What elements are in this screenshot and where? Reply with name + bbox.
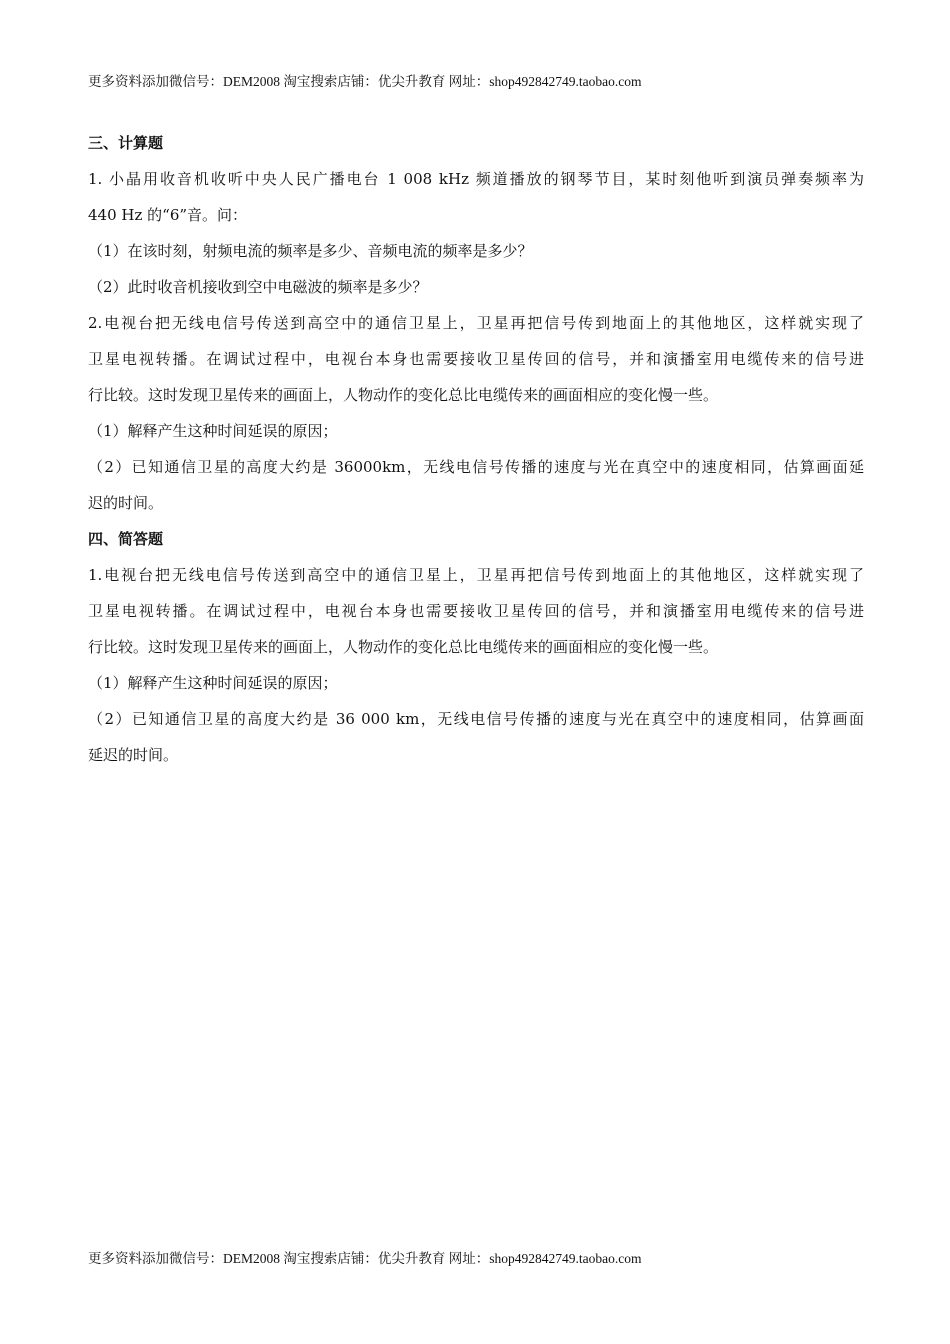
calc-q2-sub2-line1: （2）已知通信卫星的高度大约是 36000km，无线电信号传播的速度与光在真空中的速度相同，估算画面延 [88, 458, 864, 476]
short-q1-sub2-line1: （2）已知通信卫星的高度大约是 36 000 km，无线电信号传播的速度与光在真空中的速度相同，估算画面 [88, 710, 864, 728]
calc-q2-sub1: （1）解释产生这种时间延误的原因； [88, 422, 338, 440]
calc-q1-sub1: （1）在该时刻，射频电流的频率是多少、音频电流的频率是多少？ [88, 242, 533, 260]
page-header: 更多资料添加微信号：DEM2008 淘宝搜索店铺：优尖升教育 网址：shop492842749.taobao.com [88, 74, 642, 89]
document-body [88, 125, 864, 773]
short-q1-sub1: （1）解释产生这种时间延误的原因； [88, 674, 338, 692]
calc-q1-line2: 440 Hz 的“6”音。问： [88, 206, 248, 224]
short-q1-line3: 行比较。这时发现卫星传来的画面上，人物动作的变化总比电缆传来的画面相应的变化慢一些。 [88, 638, 719, 656]
calc-q2-line2: 卫星电视转播。在调试过程中，电视台本身也需要接收卫星传回的信号，并和演播室用电缆传来的信号进 [88, 350, 864, 368]
calc-q2-line3: 行比较。这时发现卫星传来的画面上，人物动作的变化总比电缆传来的画面相应的变化慢一些。 [88, 386, 719, 404]
calc-q1-line1: 1. 小晶用收音机收听中央人民广播电台 1 008 kHz 频道播放的钢琴节目，某时刻他听到演员弹奏频率为 [88, 170, 864, 188]
calc-q1-sub2: （2）此时收音机接收到空中电磁波的频率是多少？ [88, 278, 428, 296]
short-q1-line1: 1.电视台把无线电信号传送到高空中的通信卫星上，卫星再把信号传到地面上的其他地区，这样就实现了 [88, 566, 864, 584]
calc-q2-line1: 2.电视台把无线电信号传送到高空中的通信卫星上，卫星再把信号传到地面上的其他地区，这样就实现了 [88, 314, 864, 332]
calc-q2-sub2-line2: 迟的时间。 [88, 494, 164, 512]
page-footer: 更多资料添加微信号：DEM2008 淘宝搜索店铺：优尖升教育 网址：shop492842749.taobao.com [88, 1251, 642, 1266]
section-title-short-answer: 四、简答题 [88, 530, 164, 548]
short-q1-sub2-line2: 延迟的时间。 [88, 746, 179, 764]
short-q1-line2: 卫星电视转播。在调试过程中，电视台本身也需要接收卫星传回的信号，并和演播室用电缆传来的信号进 [88, 602, 864, 620]
section-title-calculation: 三、计算题 [88, 134, 164, 152]
